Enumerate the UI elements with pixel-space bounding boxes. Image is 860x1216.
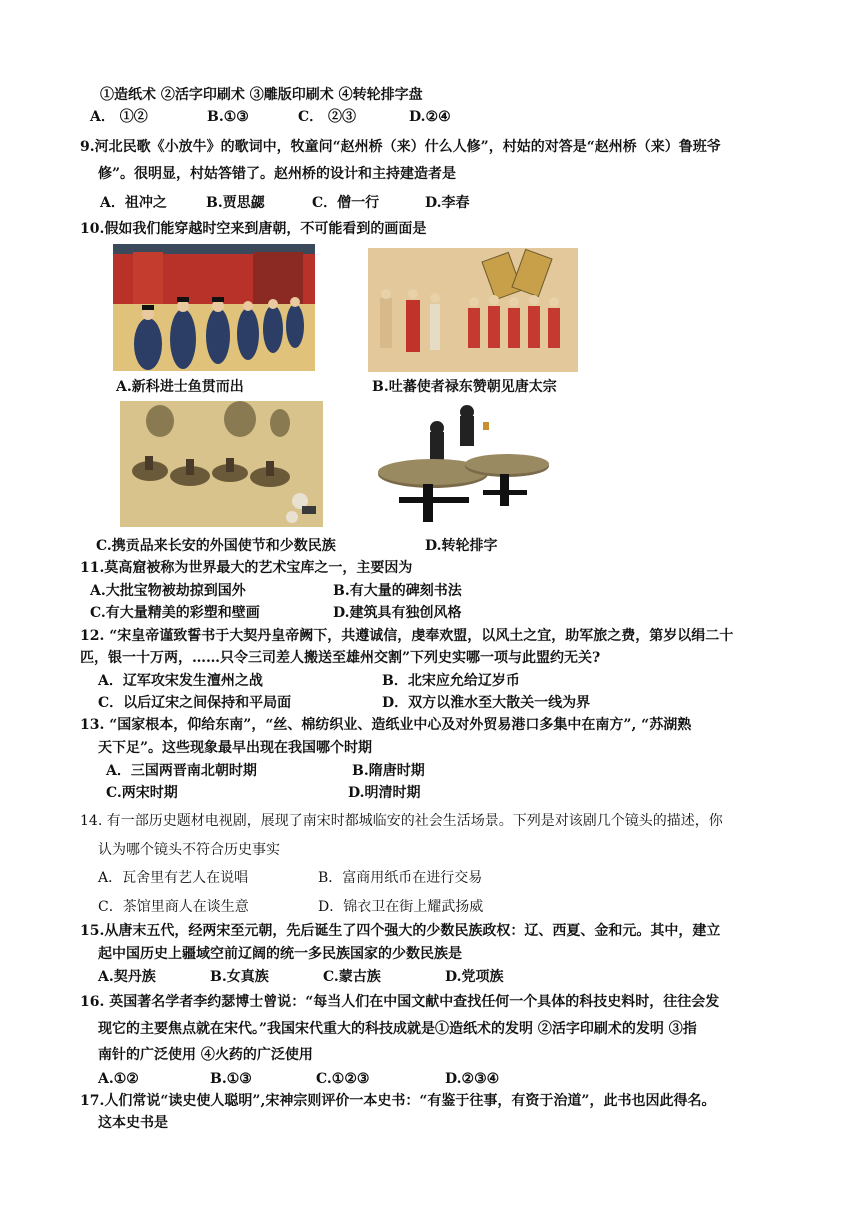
q15-option-d: D.党项族 — [445, 969, 504, 985]
q14-option-d: D．锦衣卫在街上耀武扬威 — [318, 899, 484, 915]
q16-option-c: C.①②③ — [316, 1071, 370, 1087]
q11-option-c: C.有大量精美的彩塑和壁画 — [90, 605, 260, 621]
q14-stem-line2: 认为哪个镜头不符合历史事实 — [98, 842, 280, 858]
q16-option-b: B.①③ — [210, 1071, 252, 1087]
q16-option-d: D.②③④ — [445, 1071, 500, 1087]
q15-option-c: C.蒙古族 — [323, 969, 381, 985]
tibetan-envoy-painting — [368, 248, 578, 372]
q14-option-a: A．瓦舍里有艺人在说唱 — [98, 870, 249, 886]
q8-option-a: A． ①② — [90, 109, 148, 125]
q10-caption-d: D.转轮排字 — [425, 538, 498, 554]
q8-option-b: B.①③ — [207, 109, 249, 125]
q12-option-c: C．以后辽宋之间保持和平局面 — [98, 695, 292, 711]
q15-stem-line2: 起中国历史上疆域空前辽阔的统一多民族国家的少数民族是 — [98, 946, 462, 962]
q10-caption-c: C.携贡品来长安的外国使节和少数民族 — [96, 538, 336, 554]
q8-option-d: D.②④ — [409, 109, 451, 125]
q12-option-b: B．北宋应允给辽岁币 — [382, 673, 520, 689]
q10-stem: 10.假如我们能穿越时空来到唐朝，不可能看到的画面是 — [80, 221, 427, 237]
q8-option-c: C． ②③ — [298, 109, 357, 125]
q17-stem-line2: 这本史书是 — [98, 1115, 168, 1131]
q15-option-b: B.女真族 — [210, 969, 269, 985]
q11-option-d: D.建筑具有独创风格 — [333, 605, 462, 621]
q12-option-a: A．辽军攻宋发生澶州之战 — [98, 673, 263, 689]
q8-items: ①造纸术 ②活字印刷术 ③雕版印刷术 ④转轮排字盘 — [100, 87, 423, 103]
q11-option-b: B.有大量的碑刻书法 — [333, 583, 462, 599]
q16-stem-line3: 南针的广泛使用 ④火药的广泛使用 — [98, 1047, 313, 1063]
q13-option-d: D.明清时期 — [348, 785, 421, 801]
q14-option-b: B．富商用纸币在进行交易 — [318, 870, 483, 886]
q9-option-c: C．僧一行 — [312, 195, 380, 211]
q13-option-b: B.隋唐时期 — [352, 763, 425, 779]
q9-stem-line2: 修”。很明显，村姑答错了。赵州桥的设计和主持建造者是 — [98, 166, 457, 182]
q9-option-d: D.李春 — [425, 195, 470, 211]
scholars-procession-image — [113, 244, 315, 371]
q9-option-a: A．祖冲之 — [100, 195, 167, 211]
q12-option-d: D．双方以淮水至大散关一线为界 — [382, 695, 591, 711]
q14-stem-line1: 14. 有一部历史题材电视剧，展现了南宋时都城临安的社会生活场景。下列是对该剧几个镜头的描述，你 — [80, 813, 723, 829]
q15-stem-line1: 15.从唐末五代，经两宋至元朝，先后诞生了四个强大的少数民族政权：辽、西夏、金和元。其中，建立 — [80, 923, 721, 939]
q13-stem-line1: 13. “国家根本，仰给东南”，“丝、棉纺织业、造纸业中心及对外贸易港口多集中在南方”, “苏湖熟 — [80, 717, 692, 733]
q15-option-a: A.契丹族 — [98, 969, 156, 985]
rotating-type-table-image — [375, 402, 553, 524]
q12-stem-line2: 匹，银一十万两，……只令三司差人搬送至雄州交割”下列史实哪一项与此盟约无关? — [80, 650, 601, 666]
q16-option-a: A.①② — [98, 1071, 139, 1087]
q11-option-a: A.大批宝物被劫掠到国外 — [90, 583, 246, 599]
q13-option-c: C.两宋时期 — [106, 785, 178, 801]
q12-stem-line1: 12. “宋皇帝谨致誓书于大契丹皇帝阙下，共遵诚信，虔奉欢盟，以风土之宜，助军旅之费，第岁以绢二十 — [80, 628, 734, 644]
q10-caption-a: A.新科进士鱼贯而出 — [116, 379, 244, 395]
q13-option-a: A．三国两晋南北朝时期 — [106, 763, 257, 779]
q9-option-b: B.贾思勰 — [206, 195, 265, 211]
foreign-envoys-painting — [120, 401, 323, 527]
q14-option-c: C．茶馆里商人在谈生意 — [98, 899, 249, 915]
q13-stem-line2: 天下足”。这些现象最早出现在我国哪个时期 — [98, 740, 373, 756]
q16-stem-line1: 16. 英国著名学者李约瑟博士曾说：“每当人们在中国文献中查找任何一个具体的科技史料时，往往会发 — [80, 994, 720, 1010]
q10-caption-b: B.吐蕃使者禄东赞朝见唐太宗 — [372, 379, 557, 395]
q16-stem-line2: 现它的主要焦点就在宋代。”我国宋代重大的科技成就是①造纸术的发明 ②活字印刷术的发明 ③指 — [98, 1021, 697, 1037]
q9-stem-line1: 9.河北民歌《小放牛》的歌词中，牧童问“赵州桥（来）什么人修”，村姑的对答是“赵州桥（来）鲁班爷 — [80, 139, 721, 155]
q11-stem: 11.莫高窟被称为世界最大的艺术宝库之一，主要因为 — [80, 560, 413, 576]
q17-stem-line1: 17.人们常说“读史使人聪明”,宋神宗则评价一本史书：“有鉴于往事，有资于治道”，此书也因此得名。 — [80, 1093, 716, 1109]
